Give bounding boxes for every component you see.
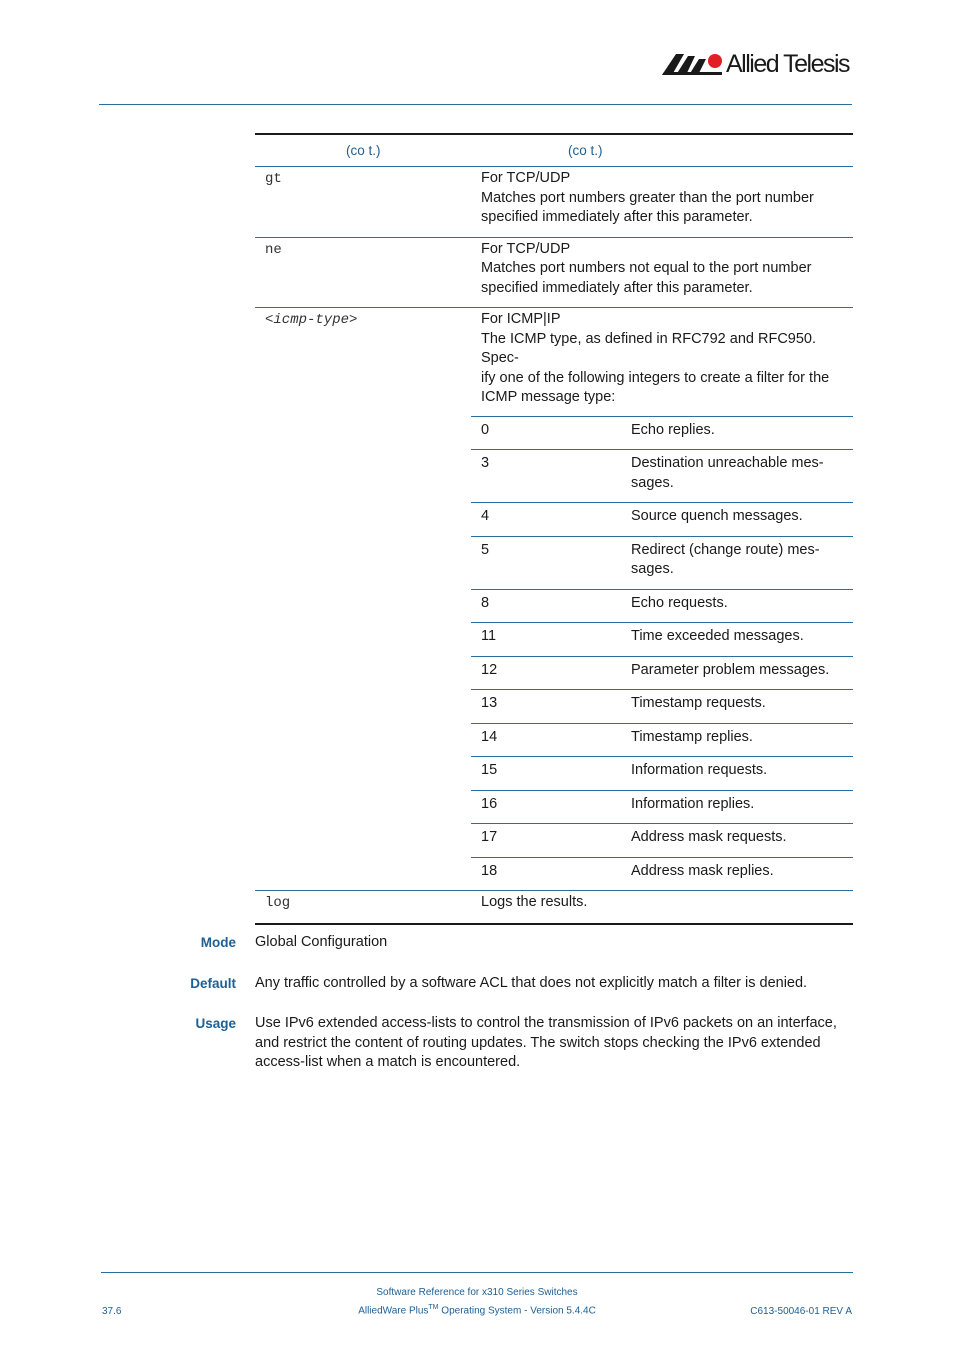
desc-line: Logs the results.	[481, 894, 588, 910]
parameter-table	[255, 133, 853, 925]
icmp-type-row	[471, 503, 853, 537]
icmp-desc: Timestamp replies.	[631, 728, 753, 745]
table-row	[255, 891, 853, 924]
icmp-desc: sages.	[631, 474, 674, 491]
icmp-type-row	[471, 690, 853, 724]
icmp-type-row	[471, 857, 853, 890]
icmp-type-table	[471, 416, 853, 891]
icmp-desc: Address mask requests.	[631, 829, 787, 845]
icmp-desc: sages.	[631, 561, 674, 577]
icmp-desc: Information replies.	[631, 795, 755, 812]
table-row	[255, 308, 853, 891]
usage-line: Use IPv6 extended access-lists to control the transmission of IPv6 packets on an interface,	[255, 1015, 837, 1031]
doc-id: C613-50046-01 REV A	[750, 1306, 852, 1317]
param-log: log	[265, 895, 291, 911]
icmp-desc: Echo requests.	[631, 594, 728, 611]
desc-line: ify one of the following integers to create a filter for the	[481, 369, 830, 386]
mode-text: Global Configuration	[255, 934, 388, 950]
icmp-type-row	[471, 824, 853, 858]
icmp-code: 14	[481, 728, 498, 745]
desc-line: Matches port numbers greater than the port number	[481, 189, 814, 206]
icmp-type-row	[471, 623, 853, 657]
icmp-desc: Source quench messages.	[631, 508, 803, 524]
icmp-desc: Timestamp requests.	[631, 695, 766, 711]
icmp-code: 13	[481, 695, 498, 711]
icmp-type-row	[471, 450, 853, 503]
icmp-code: 15	[481, 762, 498, 778]
desc-line: For ICMP|IP	[481, 311, 561, 327]
desc-line: Matches port numbers not equal to the port number	[481, 260, 812, 276]
icmp-type-row	[471, 536, 853, 589]
logo-mark-icon	[662, 52, 724, 76]
footer-os-suffix: Operating System - Version 5.4.4C	[438, 1305, 596, 1317]
footer-os-prefix: AlliedWare Plus	[358, 1305, 429, 1317]
usage-label: Usage	[195, 1016, 236, 1031]
usage-line: access-list when a match is encountered.	[255, 1054, 521, 1070]
header-rule	[99, 104, 852, 105]
default-text: Any traffic controlled by a software ACL that does not explicitly match a filter is denied.	[255, 975, 808, 991]
footer-title: Software Reference for x310 Series Switches	[376, 1287, 578, 1298]
page-number: 37.6	[102, 1306, 122, 1317]
mode-label: Mode	[200, 935, 236, 950]
icmp-type-row	[471, 723, 853, 757]
icmp-desc: Time exceeded messages.	[631, 628, 804, 644]
usage-text	[255, 1014, 855, 1073]
table-row	[255, 237, 853, 308]
icmp-type-row	[471, 589, 853, 623]
icmp-code: 16	[481, 795, 498, 812]
icmp-code: 17	[481, 829, 498, 845]
icmp-code: 18	[481, 862, 498, 879]
param-ne: ne	[265, 241, 282, 258]
icmp-code: 3	[481, 455, 490, 471]
param-icmp-type: <icmp-type>	[265, 312, 358, 328]
footer-rule	[101, 1272, 853, 1273]
icmp-type-row	[471, 757, 853, 791]
table-row	[255, 167, 853, 238]
desc-line: specified immediately after this parameter.	[481, 209, 753, 225]
icmp-desc: Redirect (change route) mes-	[631, 541, 820, 558]
icmp-code: 0	[481, 421, 490, 438]
table-header-row	[255, 134, 853, 167]
header-parameter: (co t.)	[346, 142, 381, 158]
desc-line: specified immediately after this parameter.	[481, 279, 753, 296]
icmp-desc: Parameter problem messages.	[631, 661, 830, 678]
desc-line: The ICMP type, as defined in RFC792 and RFC950. Spec-	[481, 330, 817, 366]
icmp-code: 4	[481, 508, 490, 524]
icmp-desc: Destination unreachable mes-	[631, 455, 824, 471]
usage-line: and restrict the content of routing updates. The switch stops checking the IPv6 extended	[255, 1034, 821, 1051]
desc-line: For TCP/UDP	[481, 170, 571, 186]
allied-telesis-logo	[662, 50, 854, 80]
icmp-type-row	[471, 656, 853, 690]
icmp-code: 8	[481, 594, 490, 611]
icmp-type-row	[471, 416, 853, 450]
desc-line: ICMP message type:	[481, 389, 616, 405]
footer-os-tm: TM	[428, 1304, 439, 1311]
icmp-type-row	[471, 790, 853, 824]
header-description: (co t.)	[568, 142, 603, 158]
icmp-desc: Address mask replies.	[631, 862, 774, 879]
default-label: Default	[190, 976, 236, 991]
icmp-desc: Information requests.	[631, 762, 768, 778]
icmp-desc: Echo replies.	[631, 421, 715, 438]
icmp-code: 12	[481, 661, 498, 678]
icmp-code: 5	[481, 541, 490, 558]
icmp-code: 11	[481, 628, 497, 644]
param-gt: gt	[265, 171, 282, 187]
desc-line: For TCP/UDP	[481, 240, 571, 257]
brand-name: Allied Telesis	[726, 50, 850, 78]
